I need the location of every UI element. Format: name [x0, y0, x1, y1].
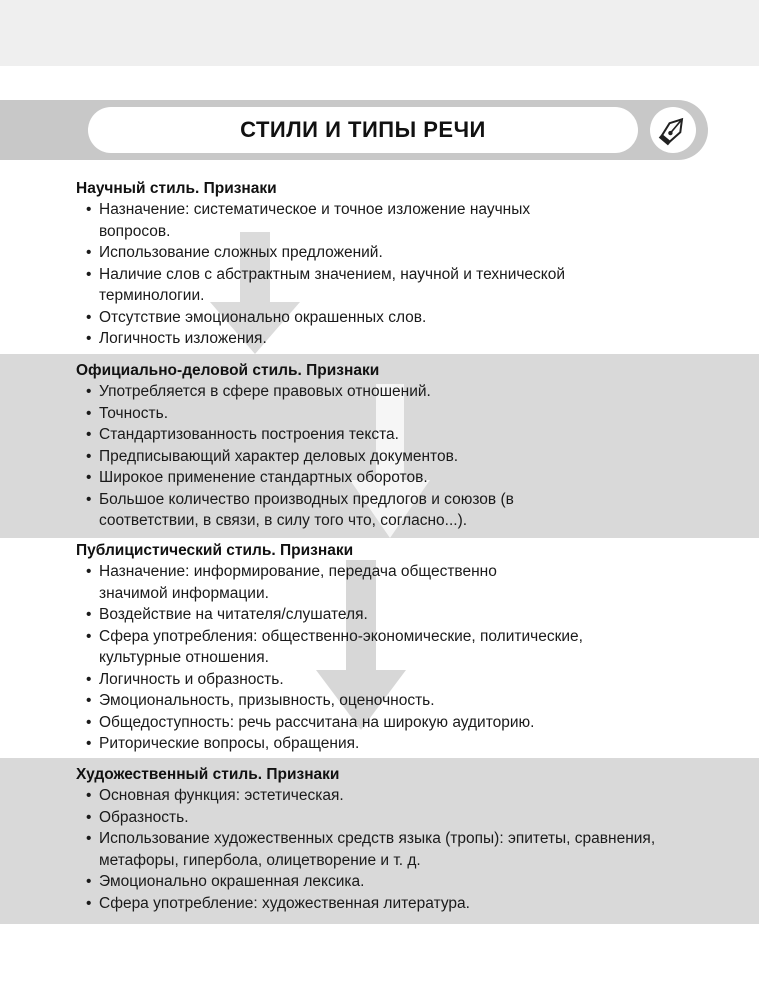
list-item: • Общедоступность: речь рассчитана на широкую аудиторию.	[76, 712, 749, 734]
list-item: • Предписывающий характер деловых документов.	[76, 446, 749, 468]
section-heading: Художественный стиль. Признаки	[76, 766, 340, 783]
list-item: • Широкое применение стандартных оборотов.	[76, 467, 749, 489]
list-item: • Стандартизованность построения текста.	[76, 424, 749, 446]
list-item: • Логичность и образность.	[76, 669, 749, 691]
section-heading: Официально-деловой стиль. Признаки	[76, 362, 380, 379]
list-item: • Риторические вопросы, обращения.	[76, 733, 749, 755]
section-heading: Публицистический стиль. Признаки	[76, 542, 354, 559]
page-title: СТИЛИ И ТИПЫ РЕЧИ	[88, 107, 638, 153]
section-publicistic	[0, 538, 759, 758]
list-item: • Назначение: систематическое и точное изложение научных вопросов.	[76, 199, 569, 242]
section-artistic	[0, 758, 759, 924]
section-scientific	[0, 176, 759, 354]
list-item: • Сфера употребления: общественно-экономические, политические, культурные отношения.	[76, 626, 599, 669]
list-item: • Назначение: информирование, передача общественно значимой информации.	[76, 561, 519, 604]
fountain-pen-icon	[650, 107, 696, 153]
list-item: • Образность.	[76, 807, 749, 829]
list-item: • Отсутствие эмоционально окрашенных слов.	[76, 307, 749, 329]
list-item: • Воздействие на читателя/слушателя.	[76, 604, 749, 626]
list-item: • Использование художественных средств языка (тропы): эпитеты, сравнения, метафоры, гипербола, олицетворение и т. д.	[76, 828, 674, 871]
list-item: • Наличие слов с абстрактным значением, научной и технической терминологии.	[76, 264, 569, 307]
list-item: • Эмоционально окрашенная лексика.	[76, 871, 749, 893]
list-item: • Эмоциональность, призывность, оценочность.	[76, 690, 749, 712]
list-item: • Большое количество производных предлогов и союзов (в соответствии, в связи, в силу того что, согласно...).	[76, 489, 599, 532]
list-item: • Основная функция: эстетическая.	[76, 785, 749, 807]
list-item: • Точность.	[76, 403, 749, 425]
list-item: • Сфера употребление: художественная литература.	[76, 893, 749, 915]
list-item: • Использование сложных предложений.	[76, 242, 749, 264]
list-item: • Логичность изложения.	[76, 328, 749, 350]
section-heading: Научный стиль. Признаки	[76, 180, 277, 197]
top-margin-strip	[0, 0, 759, 66]
list-item: • Употребляется в сфере правовых отношений.	[76, 381, 749, 403]
section-official	[0, 354, 759, 538]
